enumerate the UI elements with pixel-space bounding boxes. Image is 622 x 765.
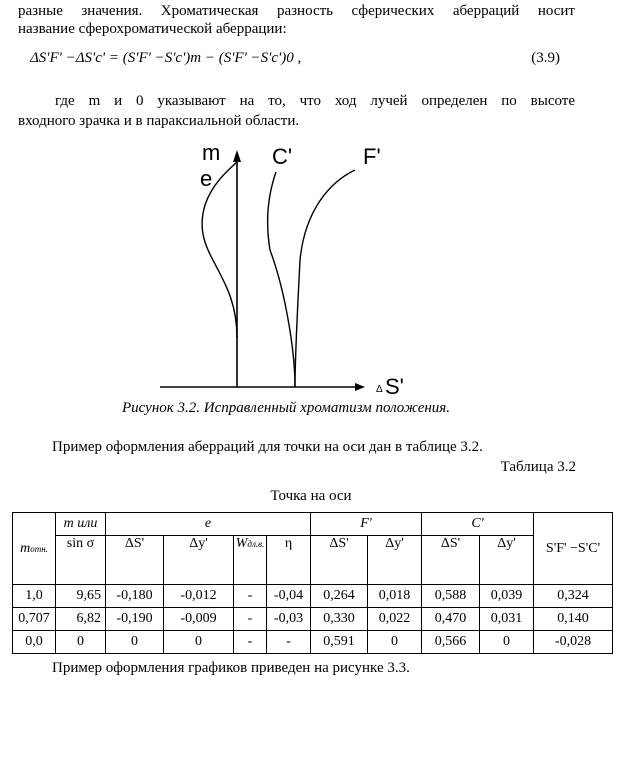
table-cell: 0,588 bbox=[422, 585, 480, 608]
table-cell: -0,190 bbox=[106, 608, 164, 631]
table-cell: 0,264 bbox=[311, 585, 368, 608]
header-m-rel: mотн. bbox=[13, 513, 56, 585]
label-C: C' bbox=[272, 144, 293, 169]
label-S: S' bbox=[385, 374, 404, 399]
table-cell: 1,0 bbox=[13, 585, 56, 608]
y-axis-arrow bbox=[233, 150, 241, 162]
table-cell: 0,324 bbox=[534, 585, 613, 608]
header-F-dS: ΔS' bbox=[311, 536, 368, 585]
header-C-dS: ΔS' bbox=[422, 536, 480, 585]
label-F: F' bbox=[363, 144, 381, 169]
where-line-2: входного зрачка и в параксиальной области. bbox=[18, 113, 300, 129]
x-axis-arrow bbox=[355, 383, 365, 391]
header-group-C: C' bbox=[422, 513, 534, 536]
table-cell: 0,707 bbox=[13, 608, 56, 631]
table-cell: -0,03 bbox=[267, 608, 311, 631]
text-line-2: название сферохроматической аберрации: bbox=[18, 21, 287, 37]
table-cell: 0 bbox=[164, 631, 234, 654]
header-F-dy: Δy' bbox=[368, 536, 422, 585]
header-m-or: m или bbox=[56, 513, 106, 536]
table-row bbox=[13, 631, 613, 654]
table-cell: 0,031 bbox=[480, 608, 534, 631]
table-cell: 0,022 bbox=[368, 608, 422, 631]
header-last-col: S'F' −S'C' bbox=[534, 513, 613, 585]
header-group-F: F' bbox=[311, 513, 422, 536]
header-e-eta: η bbox=[267, 536, 311, 585]
table-cell: 0,566 bbox=[422, 631, 480, 654]
table-cell: - bbox=[234, 585, 267, 608]
table-header-row-2 bbox=[13, 536, 613, 585]
table-cell: - bbox=[234, 631, 267, 654]
header-e-dy: Δy' bbox=[164, 536, 234, 585]
equation-number: (3.9) bbox=[531, 50, 560, 66]
table-cell: 0,039 bbox=[480, 585, 534, 608]
text-line-1: разные значения. Хроматическая разность сферических аберраций носит bbox=[18, 3, 575, 19]
aberration-table bbox=[12, 512, 613, 654]
table-cell: 0,330 bbox=[311, 608, 368, 631]
table-row bbox=[13, 608, 613, 631]
table-cell: 0 bbox=[106, 631, 164, 654]
table-cell: 0 bbox=[56, 631, 106, 654]
example-text: Пример оформления аберраций для точки на оси дан в таблице 3.2. bbox=[52, 439, 483, 455]
header-e-dS: ΔS' bbox=[106, 536, 164, 585]
label-e: e bbox=[200, 166, 213, 191]
table-title: Точка на оси bbox=[270, 488, 352, 504]
table-cell: 0,470 bbox=[422, 608, 480, 631]
table-label: Таблица 3.2 bbox=[500, 459, 576, 475]
equation-3-9: ΔS'F' −ΔS'c' = (S'F' −S'c')m − (S'F' −S'c')0 , bbox=[30, 50, 302, 66]
table-cell: 9,65 bbox=[56, 585, 106, 608]
table-cell: -0,04 bbox=[267, 585, 311, 608]
label-m: m bbox=[202, 140, 221, 165]
table-cell: -0,180 bbox=[106, 585, 164, 608]
table-header-row-1 bbox=[13, 513, 613, 536]
header-group-e: e bbox=[106, 513, 311, 536]
table-cell: - bbox=[267, 631, 311, 654]
header-e-W: Wдл.в. bbox=[234, 536, 267, 585]
curve-C bbox=[268, 172, 295, 387]
table-cell: 0,0 bbox=[13, 631, 56, 654]
table-cell: -0,028 bbox=[534, 631, 613, 654]
table-row bbox=[13, 585, 613, 608]
header-C-dy: Δy' bbox=[480, 536, 534, 585]
table-cell: 0 bbox=[368, 631, 422, 654]
table-cell: -0,009 bbox=[164, 608, 234, 631]
table-cell: 0,018 bbox=[368, 585, 422, 608]
figure-caption: Рисунок 3.2. Исправленный хроматизм положения. bbox=[121, 400, 451, 416]
table-cell: - bbox=[234, 608, 267, 631]
where-line-1: где m и 0 указывают на то, что ход лучей определен по высоте bbox=[55, 93, 575, 109]
figure-chromatism bbox=[150, 140, 440, 400]
table-cell: 6,82 bbox=[56, 608, 106, 631]
table-cell: 0 bbox=[480, 631, 534, 654]
table-cell: 0,140 bbox=[534, 608, 613, 631]
table-cell: -0,012 bbox=[164, 585, 234, 608]
table-cell: 0,591 bbox=[311, 631, 368, 654]
final-text: Пример оформления графиков приведен на рисунке 3.3. bbox=[52, 660, 410, 676]
label-delta: Δ bbox=[376, 384, 383, 395]
curve-F bbox=[295, 170, 355, 387]
header-sin: sin σ bbox=[56, 536, 106, 585]
